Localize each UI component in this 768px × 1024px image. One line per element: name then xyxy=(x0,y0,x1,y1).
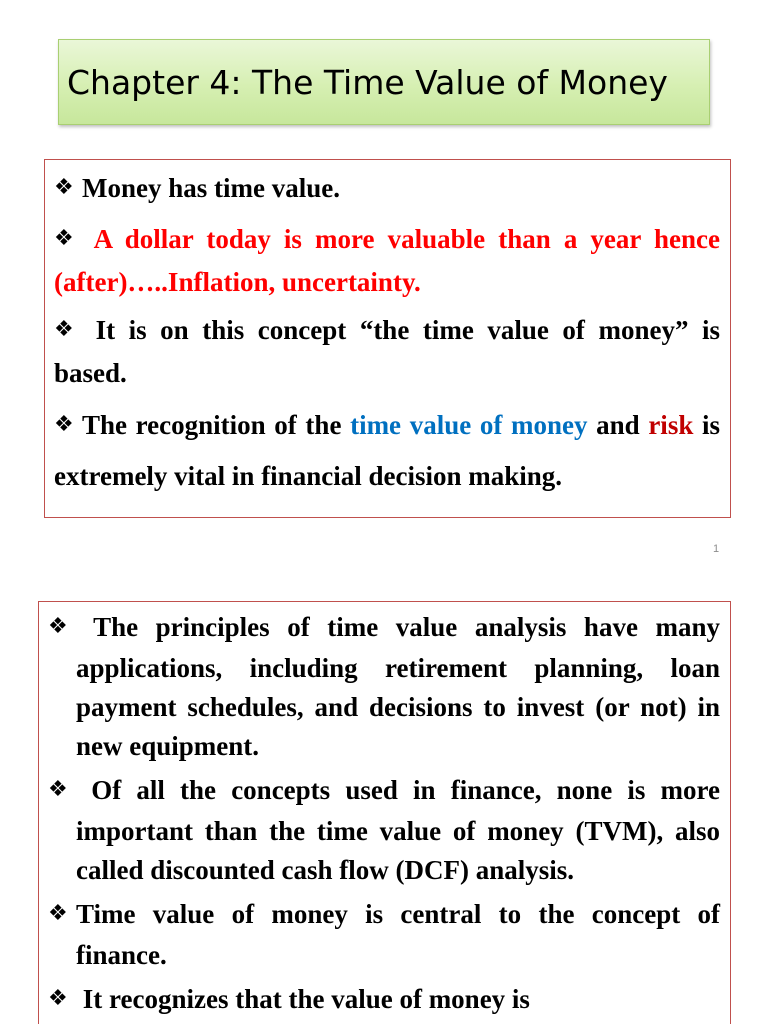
bullet-text: The principles of time value analysis have many applications, including retirement planning, loan payment schedules, and decisions to invest (or not) in new equipment. xyxy=(76,612,720,761)
diamond-bullet-icon: ❖ xyxy=(48,986,68,1011)
bullet-text: It recognizes that the value of money is xyxy=(82,984,530,1014)
diamond-bullet-icon: ❖ xyxy=(48,777,68,802)
diamond-bullet-icon: ❖ xyxy=(48,614,68,639)
bullet-item xyxy=(48,980,720,1021)
diamond-bullet-icon: ❖ xyxy=(48,901,68,926)
bullet-item xyxy=(54,168,720,211)
diamond-bullet-icon: ❖ xyxy=(54,317,74,342)
slide-number: 1 xyxy=(713,543,720,555)
slide2-content-box xyxy=(38,601,731,1024)
title-box xyxy=(58,39,710,125)
highlight-time-value: time value of money xyxy=(350,410,588,440)
slide-title: Chapter 4: The Time Value of Money xyxy=(67,62,668,102)
bullet-text: The recognition of the xyxy=(82,410,351,440)
bullet-text: Money has time value. xyxy=(82,173,340,203)
bullet-text: is extremely vital in financial decision making. xyxy=(54,410,721,491)
diamond-bullet-icon: ❖ xyxy=(54,175,74,200)
bullet-item xyxy=(48,771,720,890)
bullet-text: It is on this concept “the time value of money” is based. xyxy=(54,315,721,388)
bullet-item xyxy=(54,401,720,500)
bullet-item xyxy=(48,608,720,766)
bullet-text: Of all the concepts used in finance, none is more important than the time value of money (TVM), also called discounted cash flow (DCF) analysis. xyxy=(76,775,721,885)
bullet-text: and xyxy=(596,410,649,440)
slide1-content-box xyxy=(44,159,731,518)
bullet-text: Time value of money is central to the concept of finance. xyxy=(76,899,720,970)
highlight-risk: risk xyxy=(648,410,694,440)
bullet-item xyxy=(54,310,720,393)
bullet-item xyxy=(48,895,720,975)
bullet-item xyxy=(54,219,720,302)
bullet-text: A dollar today is more valuable than a year hence (after)…..Inflation, uncertainty. xyxy=(54,224,720,297)
diamond-bullet-icon: ❖ xyxy=(54,412,74,437)
diamond-bullet-icon: ❖ xyxy=(54,226,74,251)
